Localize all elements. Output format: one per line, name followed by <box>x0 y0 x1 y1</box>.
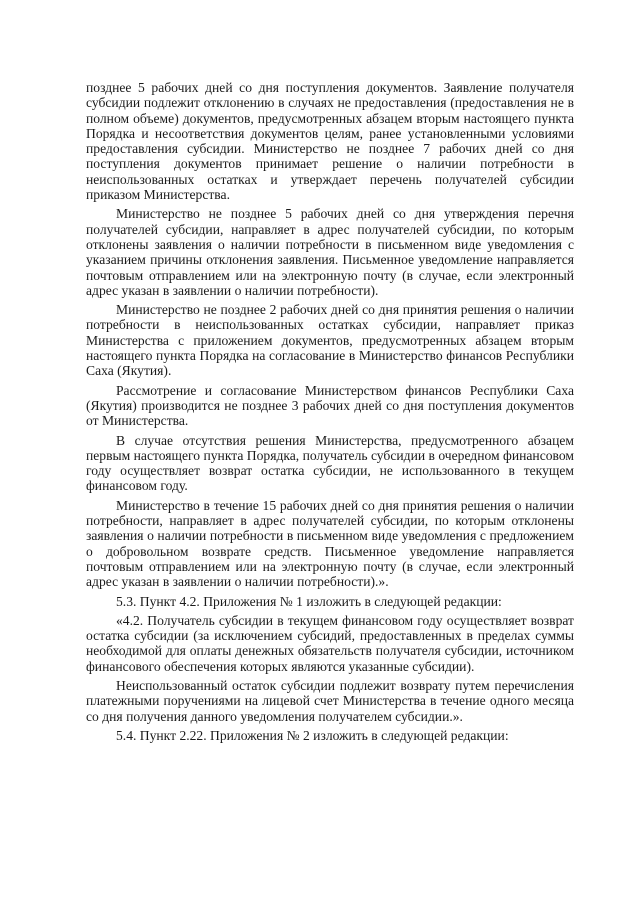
paragraph-10: 5.4. Пункт 2.22. Приложения № 2 изложить в следующей редакции: <box>116 727 509 743</box>
paragraph-2: Министерство не позднее 5 рабочих дней со дня утверждения перечня получателей субсидии, направляет в адрес получателей субсидии, по которым отклонены заявления о наличии потребности в письменном виде уведомления с указанием причины отклонения заявления. Письменное уведомление направляется почтовым отправлением или на электронную почту (в случае, если электронный адрес указан в заявлении о наличии потребности). <box>86 206 574 298</box>
paragraph-7: 5.3. Пункт 4.2. Приложения № 1 изложить в следующей редакции: <box>116 593 502 609</box>
paragraph-8: «4.2. Получатель субсидии в текущем финансовом году осуществляет возврат остатка субсидии (за исключением субсидий, предоставленных в пределах суммы необходимой для оплаты денежных обязательств получателя субсидии, источником финансового обеспечения которых являются указанные субсидии). <box>86 612 574 674</box>
paragraph-4: Рассмотрение и согласование Министерством финансов Республики Саха (Якутия) производится не позднее 3 рабочих дней со дня поступления документов от Министерства. <box>86 382 574 429</box>
paragraph-6: Министерство в течение 15 рабочих дней со дня принятия решения о наличии потребности, направляет в адрес получателей субсидии, по которым отклонены заявления о наличии потребности в письменном виде уведомления с предложением о добровольном возврате средств. Письменное уведомление направляется почтовым отправлением или на электронную почту (в случае, если электронный адрес указан в заявлении о наличии потребности).». <box>86 497 574 590</box>
paragraph-9: Неиспользованный остаток субсидии подлежит возврату путем перечисления платежными поручениями на лицевой счет Министерства в течение одного месяца со дня получения данного уведомления получателем субсидии.». <box>86 677 574 724</box>
paragraph-3: Министерство не позднее 2 рабочих дней со дня принятия решения о наличии потребности в неиспользованных остатках субсидии, направляет приказ Министерства с приложением документов, предусмотренных абзацем вторым настоящего пункта Порядка на согласование в Министерство финансов Республики Саха (Якутия). <box>86 302 574 379</box>
document-page <box>86 80 574 747</box>
paragraph-5: В случае отсутствия решения Министерства, предусмотренного абзацем первым настоящего пункта Порядка, получатель субсидии в очередном финансовом году осуществляет возврат остатка субсидии, не использованного в текущем финансовом году. <box>86 432 574 494</box>
paragraph-1: позднее 5 рабочих дней со дня поступления документов. Заявление получателя субсидии подлежит отклонению в случаях не предоставления (предоставления не в полном объеме) документов, предусмотренных абзацем вторым настоящего пункта Порядка и несоответствия документов целям, ранее установленными условиями предоставления субсидии. Министерство не позднее 7 рабочих дней со дня поступления документов принимает решение о наличии потребности в неиспользованных остатках и утверждает перечень получателей субсидии приказом Министерства. <box>86 80 574 203</box>
